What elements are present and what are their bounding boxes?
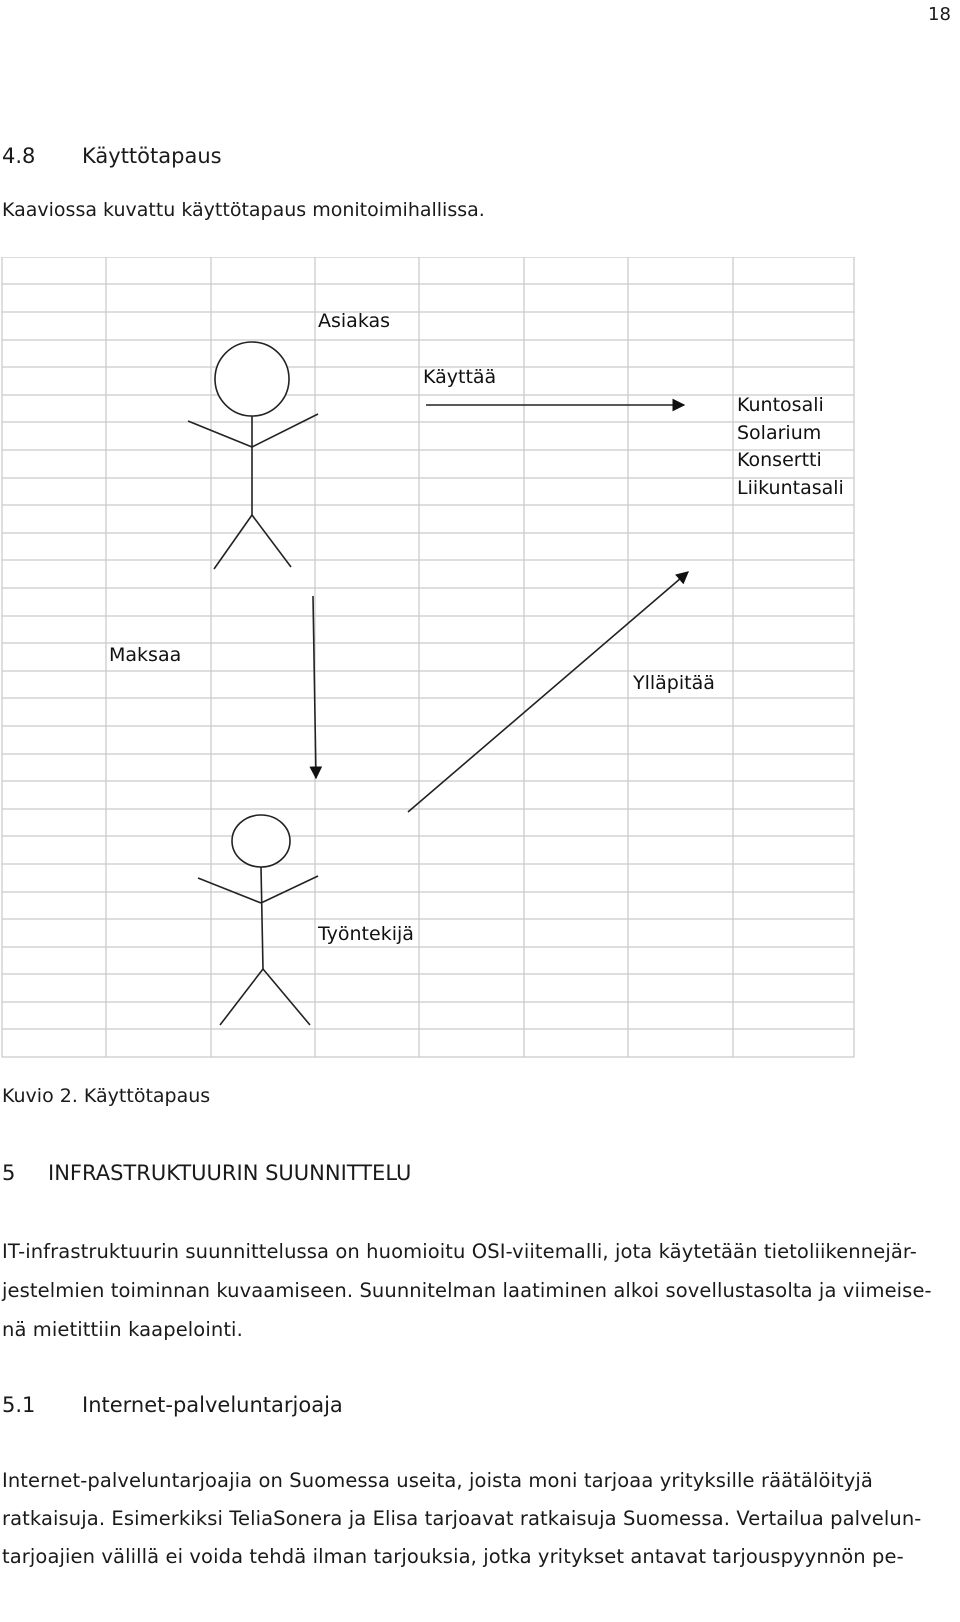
paragraph-5-1-line: tarjoajien välillä ei voida tehdä ilman tarjouksia, jotka yritykset antavat tarjouspyynnön pe- (2, 1545, 904, 1568)
facility-sports-hall: Liikuntasali (737, 477, 844, 499)
maintains-label: Ylläpitää (633, 672, 715, 694)
facility-solarium: Solarium (737, 422, 822, 444)
section-5-number: 5 (2, 1161, 16, 1185)
paragraph-5-1-line: ratkaisuja. Esimerkiksi TeliaSonera ja Elisa tarjoavat ratkaisuja Suomessa. Vertailua palvelun- (2, 1507, 922, 1530)
paragraph-5-line: IT-infrastruktuurin suunnittelussa on huomioitu OSI-viitemalli, jota käytetään tietoliikennejär- (2, 1240, 917, 1263)
employee-stick-figure (198, 815, 318, 1025)
section-5-1-number: 5.1 (2, 1393, 36, 1417)
actor-employee-label: Työntekijä (318, 923, 414, 945)
pays-label: Maksaa (109, 644, 182, 666)
section-4-8-title: Käyttötapaus (82, 144, 222, 168)
section-5-1-title: Internet-palveluntarjoaja (82, 1393, 343, 1417)
intro-text: Kaaviossa kuvattu käyttötapaus monitoimihallissa. (2, 199, 485, 221)
section-5-title: INFRASTRUKTUURIN SUUNNITTELU (48, 1161, 412, 1185)
facility-concert: Konsertti (737, 449, 822, 471)
section-4-8-number: 4.8 (2, 144, 36, 168)
use-case-diagram (0, 257, 858, 1059)
facility-gym: Kuntosali (737, 394, 824, 416)
paragraph-5-line: nä mietittiin kaapelointi. (2, 1318, 243, 1341)
paragraph-5-line: jestelmien toiminnan kuvaamiseen. Suunnitelman laatiminen alkoi sovellustasolta ja viimeise- (2, 1279, 932, 1302)
customer-stick-figure (188, 342, 318, 569)
paragraph-5-1-line: Internet-palveluntarjoajia on Suomessa useita, joista moni tarjoaa yrityksille räätälöityjä (2, 1469, 873, 1492)
page-number: 18 (928, 4, 951, 25)
uses-label: Käyttää (423, 366, 497, 388)
actor-customer-label: Asiakas (318, 310, 391, 332)
figure-caption: Kuvio 2. Käyttötapaus (2, 1085, 211, 1107)
